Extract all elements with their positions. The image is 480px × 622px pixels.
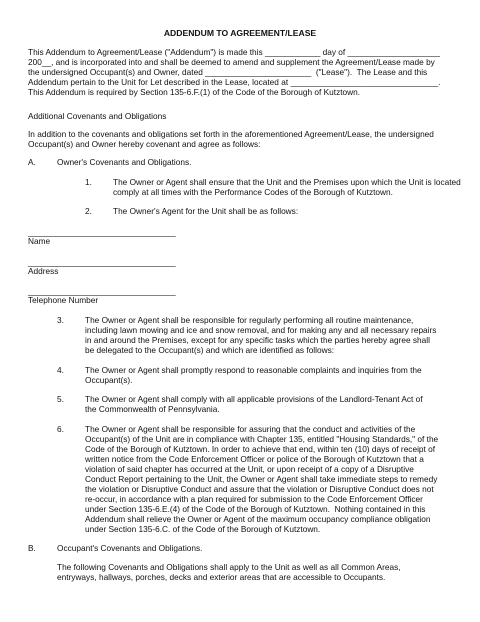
item-6-number: 6. xyxy=(57,424,64,434)
section-a-letter: A. xyxy=(28,157,36,167)
item-1-number: 1. xyxy=(85,177,92,187)
section-b-paragraph: The following Covenants and Obligations shall apply to the Unit as well as all Common Areas, entryways, hallways, porches, decks and exterior areas that are accessible to Occupants. xyxy=(57,562,401,582)
item-5-number: 5. xyxy=(57,394,64,404)
item-2-text: The Owner's Agent for the Unit shall be as follows: xyxy=(113,206,299,216)
section-b-heading: Occupant's Covenants and Obligations. xyxy=(57,543,203,553)
item-3-number: 3. xyxy=(57,315,64,325)
document-title: ADDENDUM TO AGREEMENT/LEASE xyxy=(163,28,317,38)
name-label: Name xyxy=(28,236,51,246)
section-b-letter: B. xyxy=(28,543,36,553)
telephone-label: Telephone Number xyxy=(28,295,99,305)
item-3-text: The Owner or Agent shall be responsible for regularly performing all routine maintenance, including lawn mowing and ice and snow removal, and for making any and all necessary repairs in and around the Premises, except for any specific tasks which the parties hereby agree shall be delegated to the Occupant(s) and which are identified as follows: xyxy=(85,315,437,355)
item-6-text: The Owner or Agent shall be responsible for assuring that the conduct and activities of the Occupant(s) of the Unit are in compliance with Chapter 135, entitled "Housing Standards," of the Code of the Borough of Kutztown. In order to achieve that end, within ten (10) days of receipt of written notice from the Code Enforcement Officer or police of the Borough of Kutztown that a violation of said chapter has occurred at the Unit, or upon receipt of a copy of a Disruptive Conduct Report pertaining to the Unit, the Owner or Agent shall take immediate steps to remedy the violation or Disruptive Conduct and assure that the violation or Disruptive Conduct does not re-occur, in accordance with a plan required for submission to the Code Enforcement Officer under Section 135-6.E.(4) of the Code of the Borough of Kutztown. Nothing contained in this Addendum shall relieve the Owner or Agent of the maximum occupancy compliance obligation under Section 135-6.C. of the Code of the Borough of Kutztown. xyxy=(85,424,439,534)
address-label: Address xyxy=(28,266,59,276)
intro-paragraph: This Addendum to Agreement/Lease ("Addendum") is made this ____________ day of ____________________ 200__, and is incorporated into and shall be deemed to amend and supplement the Agreement/Lease made by the undersigned Occupant(s) and Owner, dated _______________________ ("Lease"). The Lease and this Addendum pertain to the Unit for Let described in the Lease, located at ________________________________. This Addendum is required by Section 135-6.F.(1) of the Code of the Borough of Kutztown. xyxy=(28,47,441,97)
name-blank-line[interactable]: ________________________________ xyxy=(28,227,176,237)
item-4-text: The Owner or Agent shall promptly respond to reasonable complaints and inquiries from the Occupant(s). xyxy=(85,365,422,385)
telephone-blank-line[interactable]: ________________________________ xyxy=(28,286,176,296)
section-a-heading: Owner's Covenants and Obligations. xyxy=(57,157,192,167)
additional-covenants-heading: Additional Covenants and Obligations xyxy=(28,111,167,121)
address-blank-line[interactable]: ________________________________ xyxy=(28,257,176,267)
item-2-number: 2. xyxy=(85,206,92,216)
item-5-text: The Owner or Agent shall comply with all applicable provisions of the Landlord-Tenant Act of the Commonwealth of Pennsylvania. xyxy=(85,394,423,414)
item-4-number: 4. xyxy=(57,365,64,375)
covenant-intro-paragraph: In addition to the covenants and obligations set forth in the aforementioned Agreement/Lease, the undersigned Occupant(s) and Owner hereby covenant and agree as follows: xyxy=(28,129,434,149)
item-1-text: The Owner or Agent shall ensure that the Unit and the Premises upon which the Unit is located comply at all times with the Performance Codes of the Borough of Kutztown. xyxy=(113,177,461,197)
